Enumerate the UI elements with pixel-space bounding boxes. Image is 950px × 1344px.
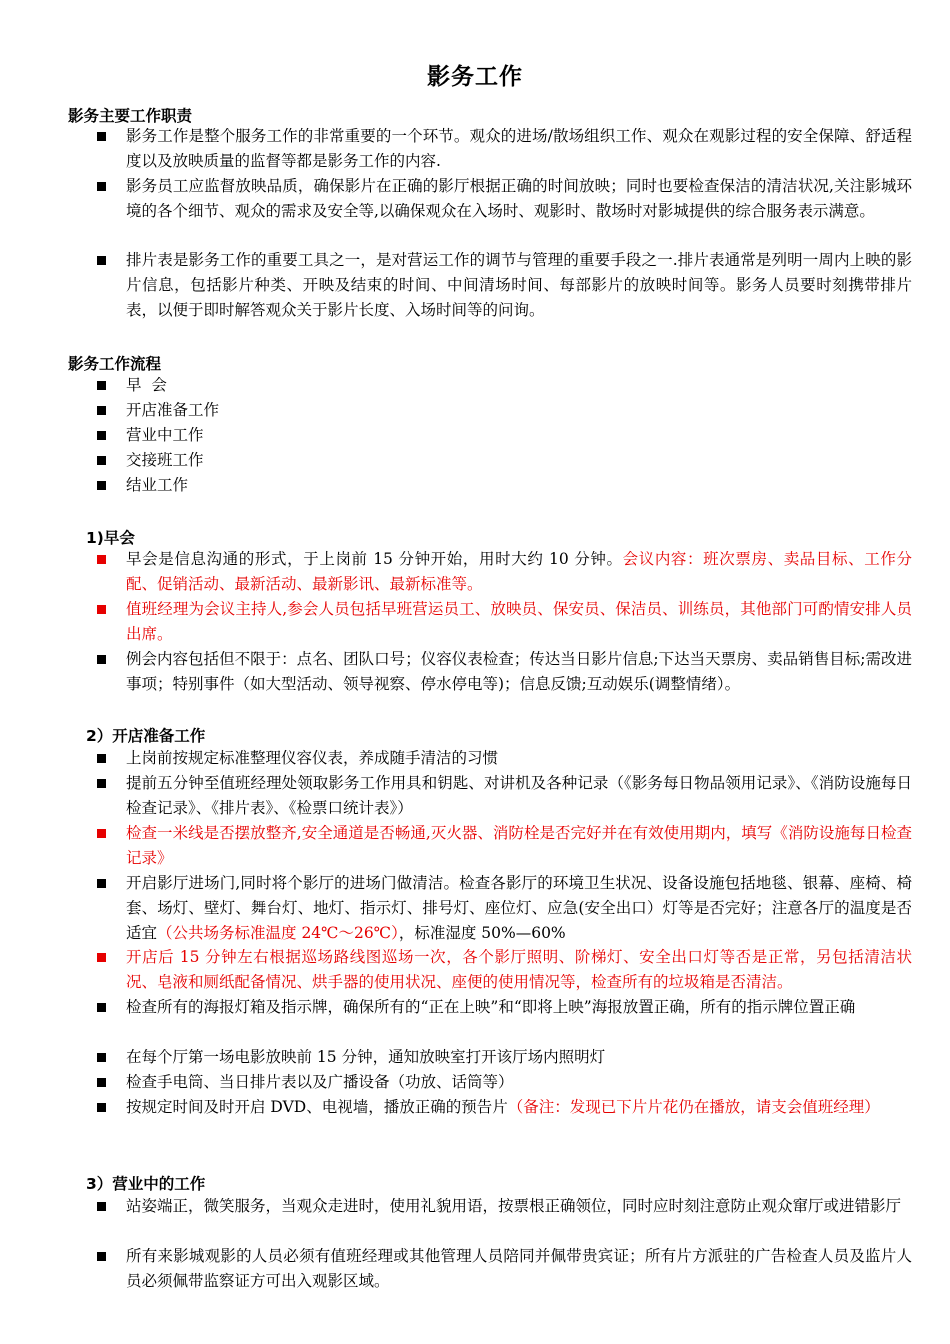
opening-text: 检查一米线是否摆放整齐,安全通道是否畅通,灭火器、消防栓是否完好并在有效使用期内，填写《消防设施每日检查记录》 — [126, 824, 912, 867]
square-bullet-icon — [97, 481, 106, 490]
opening-item — [97, 871, 912, 946]
flow-text: 结业工作 — [126, 476, 189, 494]
morning-highlight: 会议内容：班次票房、卖品目标、工作分配、促销活动、最新活动、最新影讯、最新标准等。 — [126, 550, 912, 593]
duty-text: 排片表是影务工作的重要工具之一，是对营运工作的调节与管理的重要手段之一.排片表通常是列明一周内上映的影片信息，包括影片种类、开映及结束的时间、中间清场时间、每部影片的放映时间等。影务人员要时刻携带排片表，以便于即时解答观众关于影片长度、入场时间等的问询。 — [126, 251, 912, 319]
square-bullet-icon — [97, 1202, 106, 1211]
section-heading-opening: 2）开店准备工作 — [86, 727, 206, 745]
square-bullet-icon — [97, 182, 106, 191]
opening-item — [97, 746, 912, 771]
opening-text: 检查所有的海报灯箱及指示牌，确保所有的“正在上映”和“即将上映”海报放置正确，所有的指示牌位置正确 — [126, 998, 856, 1016]
section-heading-flow: 影务工作流程 — [68, 355, 162, 373]
opening-item — [97, 821, 912, 871]
morning-text: 早会是信息沟通的形式，于上岗前 15 分钟开始，用时大约 10 分钟。 — [126, 550, 623, 568]
duty-text: 影务工作是整个服务工作的非常重要的一个环节。观众的进场/散场组织工作、观众在观影过程的安全保障、舒适程度以及放映质量的监督等都是影务工作的内容. — [126, 127, 912, 170]
opening-text: 检查手电筒、当日排片表以及广播设备（功放、话筒等） — [126, 1073, 514, 1091]
morning-item — [97, 547, 912, 597]
square-bullet-icon — [97, 605, 106, 614]
flow-text: 交接班工作 — [126, 451, 204, 469]
square-bullet-icon — [97, 879, 106, 888]
opening-text: 开店后 15 分钟左右根据巡场路线图巡场一次，各个影厅照明、阶梯灯、安全出口灯等否是正常，另包括清洁状况、皂液和厕纸配备情况、烘手器的使用状况、座便的使用情况等，检查所有的垃圾箱是否清洁。 — [126, 948, 912, 991]
morning-text: 例会内容包括但不限于：点名、团队口号；仪容仪表检查；传达当日影片信息;下达当天票房、卖品销售目标;需改进事项；特别事件（如大型活动、领导视察、停水停电等)；信息反馈;互动娱乐(调整情绪）。 — [126, 650, 912, 693]
section-heading-duties: 影务主要工作职责 — [68, 107, 193, 125]
opening-highlight: （公共场务标准温度 24℃～26℃） — [157, 924, 399, 942]
flow-text: 早 会 — [126, 376, 167, 394]
square-bullet-icon — [97, 953, 106, 962]
square-bullet-icon — [97, 431, 106, 440]
opening-item — [97, 771, 912, 821]
section-heading-morning: 1)早会 — [86, 529, 135, 547]
square-bullet-icon — [97, 779, 106, 788]
business-text: 站姿端正，微笑服务，当观众走进时，使用礼貌用语，按票根正确领位，同时应时刻注意防止观众窜厅或进错影厅 — [126, 1197, 902, 1215]
opening-text: 在每个厅第一场电影放映前 15 分钟，通知放映室打开该厅场内照明灯 — [126, 1048, 606, 1066]
flow-text: 开店准备工作 — [126, 401, 220, 419]
square-bullet-icon — [97, 1252, 106, 1261]
square-bullet-icon — [97, 1103, 106, 1112]
morning-item — [97, 597, 912, 647]
square-bullet-icon — [97, 456, 106, 465]
square-bullet-icon — [97, 1003, 106, 1012]
opening-text: 按规定时间及时开启 DVD、电视墙，播放正确的预告片 — [126, 1098, 508, 1116]
opening-highlight: （备注：发现已下片片花仍在播放，请支会值班经理） — [507, 1098, 880, 1116]
duty-item — [97, 174, 912, 224]
square-bullet-icon — [97, 381, 106, 390]
flow-text: 营业中工作 — [126, 426, 204, 444]
opening-item — [97, 1070, 912, 1095]
section-heading-business: 3）营业中的工作 — [86, 1175, 206, 1193]
square-bullet-icon — [97, 555, 106, 564]
document-title: 影务工作 — [427, 63, 523, 90]
morning-text: 值班经理为会议主持人,参会人员包括早班营运员工、放映员、保安员、保洁员、训练员，其他部门可酌情安排人员出席。 — [126, 600, 912, 643]
opening-text: 上岗前按规定标准整理仪容仪表，养成随手清洁的习惯 — [126, 749, 499, 767]
opening-text: 开启影厅进场门,同时将个影厅的进场门做清洁。检查各影厅的环境卫生状况、设备设施包括地毯、银幕、座椅、椅套、场灯、壁灯、舞台灯、地灯、指示灯、排号灯、座位灯、应急(安全出口）灯等是否完好；注意各厅的温度是否适宜 — [126, 874, 912, 942]
square-bullet-icon — [97, 132, 106, 141]
opening-item — [97, 1095, 912, 1120]
flow-item — [97, 473, 912, 498]
duty-item — [97, 248, 912, 323]
flow-item — [97, 448, 912, 473]
business-item — [97, 1244, 912, 1294]
opening-item — [97, 1045, 912, 1070]
square-bullet-icon — [97, 655, 106, 664]
flow-item — [97, 423, 912, 448]
flow-item — [97, 373, 912, 398]
square-bullet-icon — [97, 406, 106, 415]
opening-text-tail: ，标准湿度 50%—60% — [398, 924, 566, 942]
duty-item — [97, 124, 912, 174]
square-bullet-icon — [97, 256, 106, 265]
flow-item — [97, 398, 912, 423]
square-bullet-icon — [97, 1053, 106, 1062]
opening-item — [97, 995, 912, 1020]
morning-item — [97, 647, 912, 697]
square-bullet-icon — [97, 754, 106, 763]
square-bullet-icon — [97, 1078, 106, 1087]
opening-item — [97, 945, 912, 995]
square-bullet-icon — [97, 829, 106, 838]
business-text: 所有来影城观影的人员必须有值班经理或其他管理人员陪同并佩带贵宾证；所有片方派驻的广告检查人员及监片人员必须佩带监察证方可出入观影区域。 — [126, 1247, 912, 1290]
duty-text: 影务员工应监督放映品质，确保影片在正确的影厅根据正确的时间放映；同时也要检查保洁的清洁状况,关注影城环境的各个细节、观众的需求及安全等,以确保观众在入场时、观影时、散场时对影城提供的综合服务表示满意。 — [126, 177, 912, 220]
business-item — [97, 1194, 912, 1219]
opening-text: 提前五分钟至值班经理处领取影务工作用具和钥匙、对讲机及各种记录（《影务每日物品领用记录》、《消防设施每日检查记录》、《排片表》、《检票口统计表》） — [126, 774, 912, 817]
